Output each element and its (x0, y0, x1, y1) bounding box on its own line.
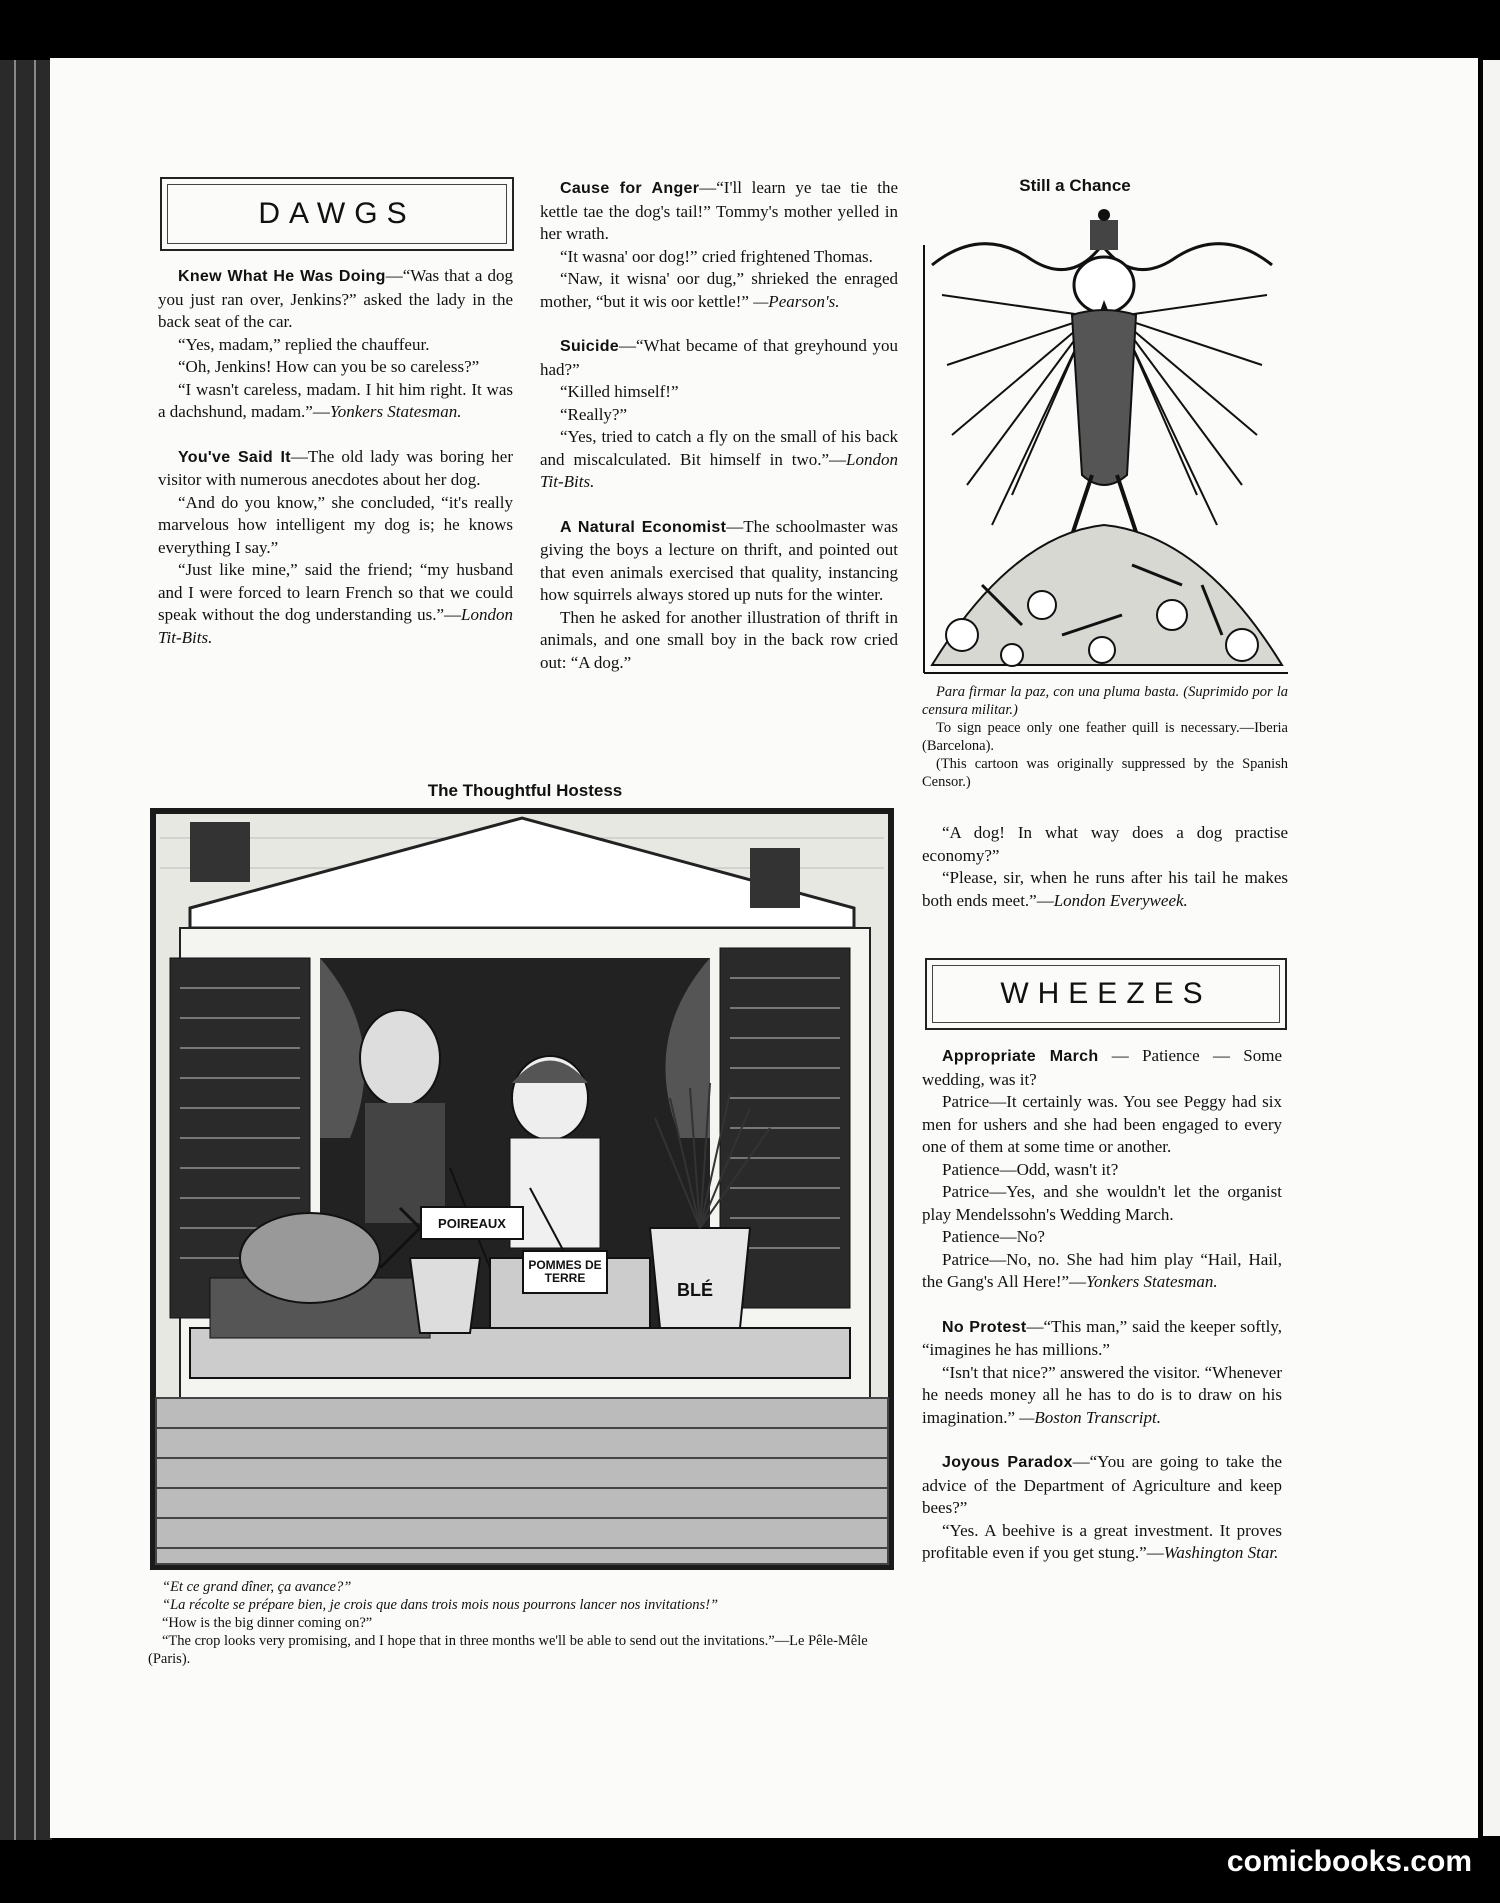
story-paragraph: A Natural Economist—The schoolmaster was giving the boys a lecture on thrift, and pointed out that even animals exercised that quality, instancing how squirrels always stored up nuts for the winter. (540, 516, 898, 604)
story-paragraph: Cause for Anger—“I'll learn ye tae tie the kettle tae the dog's tail!” Tommy's mother yelled in her wrath. (540, 178, 898, 243)
story-paragraph: You've Said It—The old lady was boring her visitor with numerous anecdotes about her dog. (158, 446, 513, 489)
story-paragraph: Joyous Paradox—“You are going to take the advice of the Department of Agriculture and keep bees?” (922, 1452, 1282, 1517)
thoughtful-hostess-cartoon (150, 808, 894, 1570)
ble-sign: BLÉ (677, 1279, 713, 1300)
spine-edge (14, 60, 16, 1840)
story-paragraph: Knew What He Was Doing—“Was that a dog you just ran over, Jenkins?” asked the lady in the back seat of the car. (158, 266, 514, 331)
column-1: Knew What He Was Doing—“Was that a dog you just ran over, Jenkins?” asked the lady in the back seat of the car. “Yes, madam,” replied the chauffeur. “Oh, Jenkins! How can you be so careless?” “I wasn't careless, madam. I hit him right. It was a dachshund, madam.”—Yonkers Statesman. You've Said It—The old lady was boring her visitor with numerous anecdotes about her dog. “And do you know,” she concluded, “it's really marvelous how intelligent my dog is; he knows everything I say.” “Just like mine,” said the friend; “my husband and I were forced to learn French so that we could speak without the dog understanding us.”—London Tit-Bits. (158, 266, 514, 647)
binding-spine (0, 60, 52, 1840)
spine-edge (34, 60, 36, 1840)
wheezes-section-title: WHEEZES (925, 958, 1287, 1030)
poireaux-sign: POIREAUX (420, 1206, 524, 1240)
story-paragraph: Suicide—“What became of that greyhound you had?” (540, 336, 898, 379)
cartoon-title: Still a Chance (1019, 176, 1131, 195)
still-a-chance-cartoon (922, 205, 1290, 675)
story-paragraph: Appropriate March — Patience — Some wedding, was it? (922, 1046, 1283, 1089)
thoughtful-hostess-caption: “Et ce grand dîner, ça avance?” “La récolte se prépare bien, je crois que dans trois mois nous pourrons lancer nos invitations!” “How is the big dinner coming on?” “The crop looks very promising, and I hope that in three months we'll be able to send out the invitations.”—Le Pêle-Mêle (Paris). (148, 1579, 868, 1667)
story-paragraph: No Protest—“This man,” said the keeper softly, “imagines he has millions.” (922, 1316, 1282, 1359)
site-watermark: comicbooks.com (1226, 1845, 1472, 1878)
cartoon-title: The Thoughtful Hostess (427, 781, 623, 800)
facing-page-edge (1483, 60, 1500, 1836)
pommes-de-terre-sign: POMMES DE TERRE (522, 1250, 608, 1294)
column-3-continuation: “A dog! In what way does a dog practise economy?” “Please, sir, when he runs after his tail he makes both ends meet.”—London Everyweek. (922, 823, 1288, 910)
dawgs-section-title: DAWGS (160, 177, 514, 251)
still-a-chance-caption: Para firmar la paz, con una pluma basta. (Suprimido por la censura militar.) To sign peace only one feather quill is necessary.—Iberia (Barcelona). (This cartoon was originally suppressed by the Spanish Censor.) (922, 684, 1288, 790)
column-3: Appropriate March — Patience — Some wedding, was it? Patrice—It certainly was. You see Peggy had six men for ushers and she had been engaged to every one of them at some time or another. Patience—Odd, wasn't it? Patrice—Yes, and she wouldn't let the organist play Mendelssohn's Wedding March. Patience—No? Patrice—No, no. She had him play “Hail, Hail, the Gang's All Here!”—Yonkers Statesman. No Protest—“This man,” said the keeper softly, “imagines he has millions.” “Isn't that nice?” answered the visitor. “Whenever he needs money all he has to do is to draw on his imagination.” —Boston Transcript. Joyous Paradox—“You are going to take the advice of the Department of Agriculture and keep bees?” “Yes. A beehive is a great investment. It proves profitable even if you get stung.”—Washington Star. (922, 1046, 1283, 1562)
column-2: Cause for Anger—“I'll learn ye tae tie the kettle tae the dog's tail!” Tommy's mother yelled in her wrath. “It wasna' oor dog!” cried frightened Thomas. “Naw, it wisna' oor dug,” shrieked the enraged mother, “but it wis oor kettle!” —Pearson's. Suicide—“What became of that greyhound you had?” “Killed himself!” “Really?” “Yes, tried to catch a fly on the small of his back and miscalculated. Bit himself in two.”—London Tit-Bits. A Natural Economist—The schoolmaster was giving the boys a lecture on thrift, and pointed out that even animals exercised that quality, instancing how squirrels always stored up nuts for the winter. Then he asked for another illustration of thrift in animals, and one small boy in the back row cried out: “A dog.” (540, 178, 898, 672)
